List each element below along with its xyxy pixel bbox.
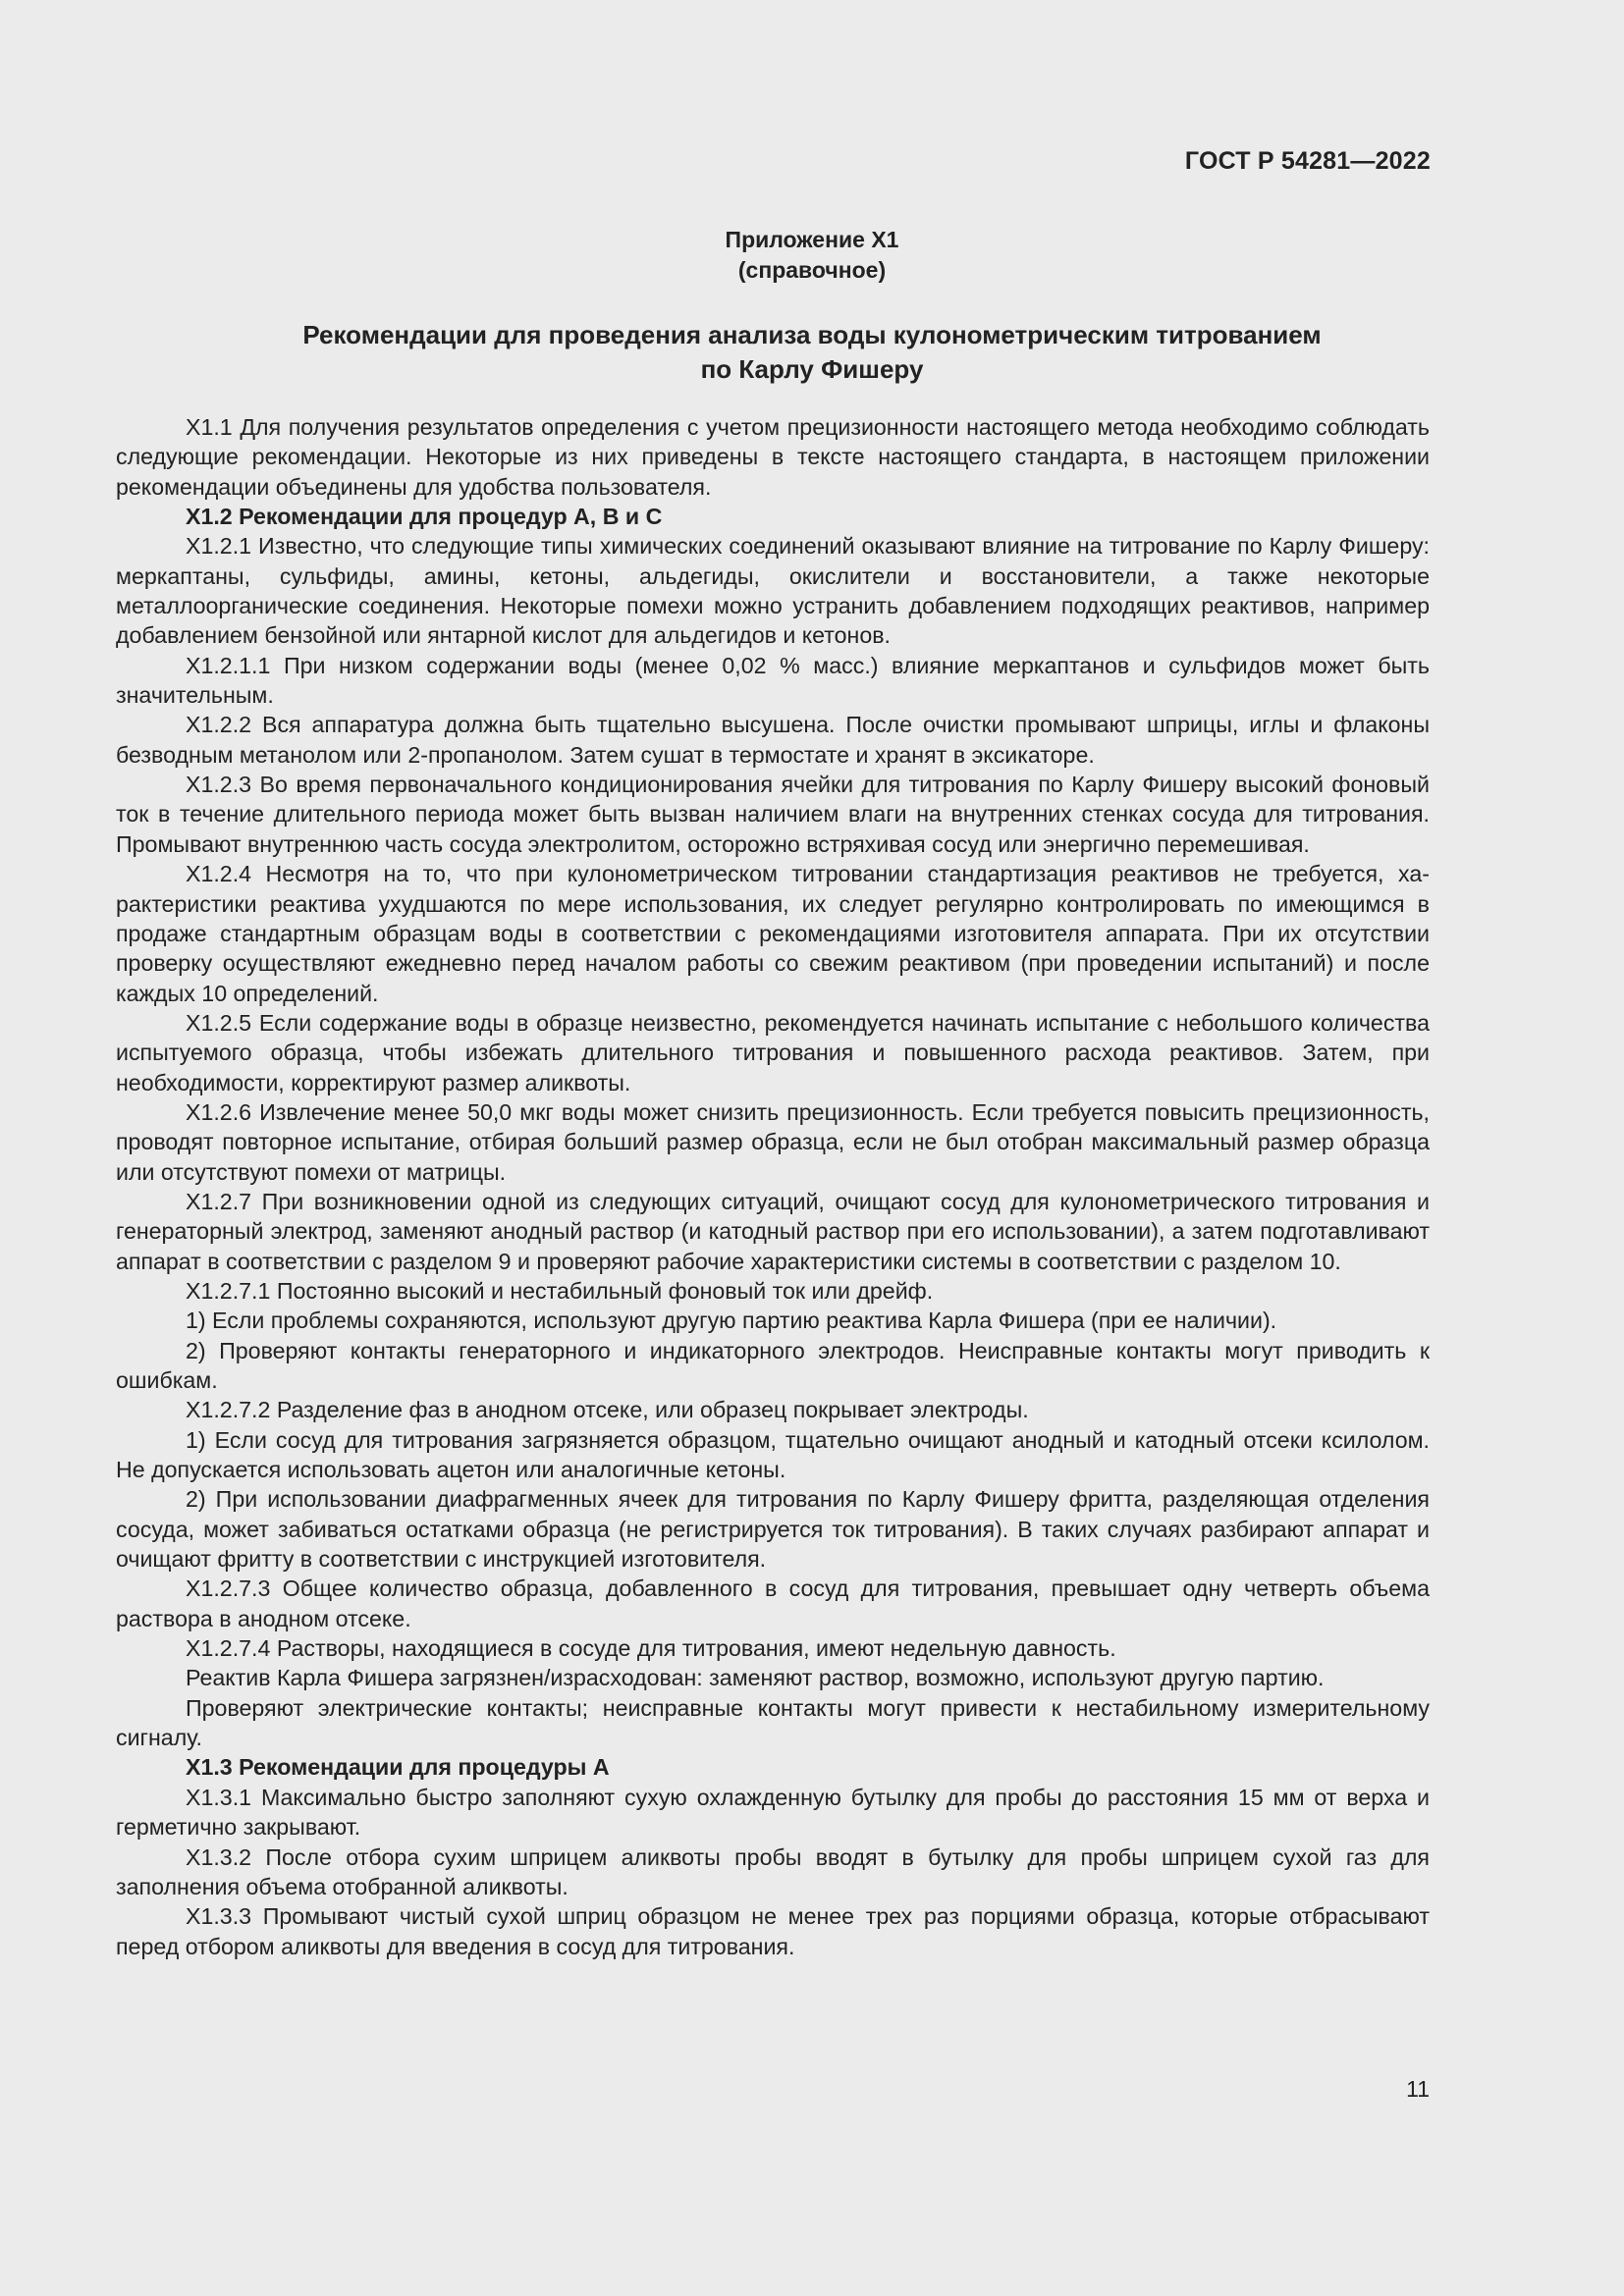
paragraph-x1-2-7-4: X1.2.7.4 Растворы, находящиеся в сосуде для титрования, имеют недельную давность. <box>186 1635 1116 1662</box>
document-title <box>0 318 1624 387</box>
paragraph-x1-2-1: X1.2.1 Известно, что следующие типы химических соединений оказывают влияние на титрование по Карлу Фишеру: меркаптаны, сульфиды, амины, кетоны, альдегиды, окислители и восстановители, а также некоторые металлоорганические соединения. Некоторые помехи можно устранить добавлением подходящих реактивов, например добавлением бензойной или янтарной кислот для альдегидов и кетонов. <box>116 533 1430 649</box>
paragraph-x1-2-6: X1.2.6 Извлечение менее 50,0 мкг воды может снизить прецизионность. Если требуется повысить прецизионность, проводят повторное испытание, отбирая больший размер образца, если не был отобран максимальный размер образца или отсутствуют помехи от матрицы. <box>116 1098 1430 1185</box>
list-item-x1-2-7-2-2: 2) При использовании диафрагменных ячеек для титрования по Карлу Фишеру фритта, разделяющая отделения сосуда, может забиваться остатками образца (не регистрируется ток титрования). В таких случаях разбирают аппарат и очищают фритту в соответствии с инструкцией изготовителя. <box>116 1486 1430 1573</box>
paragraph-x1-3-3: X1.3.3 Промывают чистый сухой шприц образцом не менее трех раз порциями образца, которые отбрасывают перед отбором аликвоты для введения в сосуд для титрования. <box>116 1903 1430 1959</box>
paragraph-x1-2-4: X1.2.4 Несмотря на то, что при кулонометрическом титровании стандартизация реактивов не требуется, характеристики реактива ухудшаются по мере использования, их следует регулярно контролировать по имеющимся в продаже стандартным образцам воды в соответствии с рекомендациями изготовителя аппарата. При их отсутствии проверку осуществляют ежедневно перед началом работы со свежим реактивом (при проведении испытаний) и после каждых 10 определений. <box>116 861 1430 1006</box>
paragraph-x1-3-2: X1.3.2 После отбора сухим шприцем аликвоты пробы вводят в бутылку для пробы шприцем сухой газ для заполнения объема отобранной аликвоты. <box>116 1843 1430 1899</box>
paragraph-x1-2-7-2: X1.2.7.2 Разделение фаз в анодном отсеке, или образец покрывает электроды. <box>186 1397 1029 1423</box>
document-body <box>116 412 1430 1961</box>
paragraph-x1-2-3: X1.2.3 Во время первоначального кондиционирования ячейки для титрования по Карлу Фишеру высокий фоновый ток в течение длительного периода может быть вызван наличием влаги на внутренних стенках сосуда для титрования. Промывают внутреннюю часть сосуда электролитом, осторожно встряхивая сосуд или энергично перемешивая. <box>116 772 1430 857</box>
appendix-type: (справочное) <box>737 257 887 283</box>
appendix-heading <box>0 225 1624 286</box>
list-item-x1-2-7-1-1: 1) Если проблемы сохраняются, используют другую партию реактива Карла Фишера (при ее наличии). <box>186 1308 1277 1334</box>
paragraph-reagent-note: Реактив Карла Фишера загрязнен/израсходован: заменяют раствор, возможно, используют другую партию. <box>186 1665 1325 1691</box>
list-item-x1-2-7-1-2: 2) Проверяют контакты генераторного и индикаторного электродов. Неисправные контакты могут приводить к ошибкам. <box>116 1337 1430 1393</box>
appendix-label: Приложение Х1 <box>725 227 899 252</box>
paragraph-x1-3-1: X1.3.1 Максимально быстро заполняют сухую охлажденную бутылку для пробы до расстояния 15 мм от верха и герметично закрывают. <box>116 1784 1430 1841</box>
paragraph-x1-2-7: X1.2.7 При возникновении одной из следующих ситуаций, очищают сосуд для кулонометрического титрования и генераторный электрод, заменяют анодный раствор (и катодный раствор при его использовании), а затем подготавливают аппарат в соответствии с разделом 9 и проверяют рабочие характеристики системы в соответствии с разделом 10. <box>116 1188 1430 1274</box>
standard-code: ГОСТ Р 54281—2022 <box>1184 147 1431 175</box>
paragraph-x1-2-7-3: X1.2.7.3 Общее количество образца, добавленного в сосуд для титрования, превышает одну четверть объема раствора в анодном отсеке. <box>116 1575 1430 1631</box>
section-heading-x1-2: X1.2 Рекомендации для процедур А, В и С <box>186 504 663 530</box>
paragraph-x1-2-5: X1.2.5 Если содержание воды в образце неизвестно, рекомендуется начинать испытание с небольшого количества испытуемого образца, чтобы избежать длительного титрования и повышенного расхода реактивов. Затем, при необходимости, корректируют размер аликвоты. <box>116 1009 1430 1095</box>
list-item-x1-2-7-2-1: 1) Если сосуд для титрования загрязняется образцом, тщательно очищают анодный и катодный отсеки ксилолом. Не допускается использовать ацетон или аналогичные кетоны. <box>116 1426 1430 1483</box>
paragraph-x1-2-2: X1.2.2 Вся аппаратура должна быть тщательно высушена. После очистки промывают шприцы, иглы и флаконы безводным метанолом или 2-пропанолом. Затем сушат в термостате и хранят в эксикаторе. <box>116 712 1430 768</box>
paragraph-x1-2-7-1: X1.2.7.1 Постоянно высокий и нестабильный фоновый ток или дрейф. <box>186 1277 934 1304</box>
paragraph-contacts-note: Проверяют электрические контакты; неисправные контакты могут привести к нестабильному измерительному сигналу. <box>116 1694 1430 1751</box>
paragraph-x1-2-1-1: X1.2.1.1 При низком содержании воды (менее 0,02 % масс.) влияние меркаптанов и сульфидов может быть значительным. <box>116 652 1430 709</box>
title-line-2: по Карлу Фишеру <box>700 354 924 384</box>
paragraph-x1-1: X1.1 Для получения результатов определения с учетом прецизионности настоящего метода необходимо соблюдать следующие рекомендации. Некоторые из них приведены в тексте настоящего стандарта, в настоящем приложении рекомендации объединены для удобства пользователя. <box>116 414 1430 500</box>
title-line-1: Рекомендации для проведения анализа воды кулонометрическим титрованием <box>302 320 1322 349</box>
section-heading-x1-3: X1.3 Рекомендации для процедуры А <box>186 1754 610 1781</box>
page-number: 11 <box>1406 2076 1430 2102</box>
